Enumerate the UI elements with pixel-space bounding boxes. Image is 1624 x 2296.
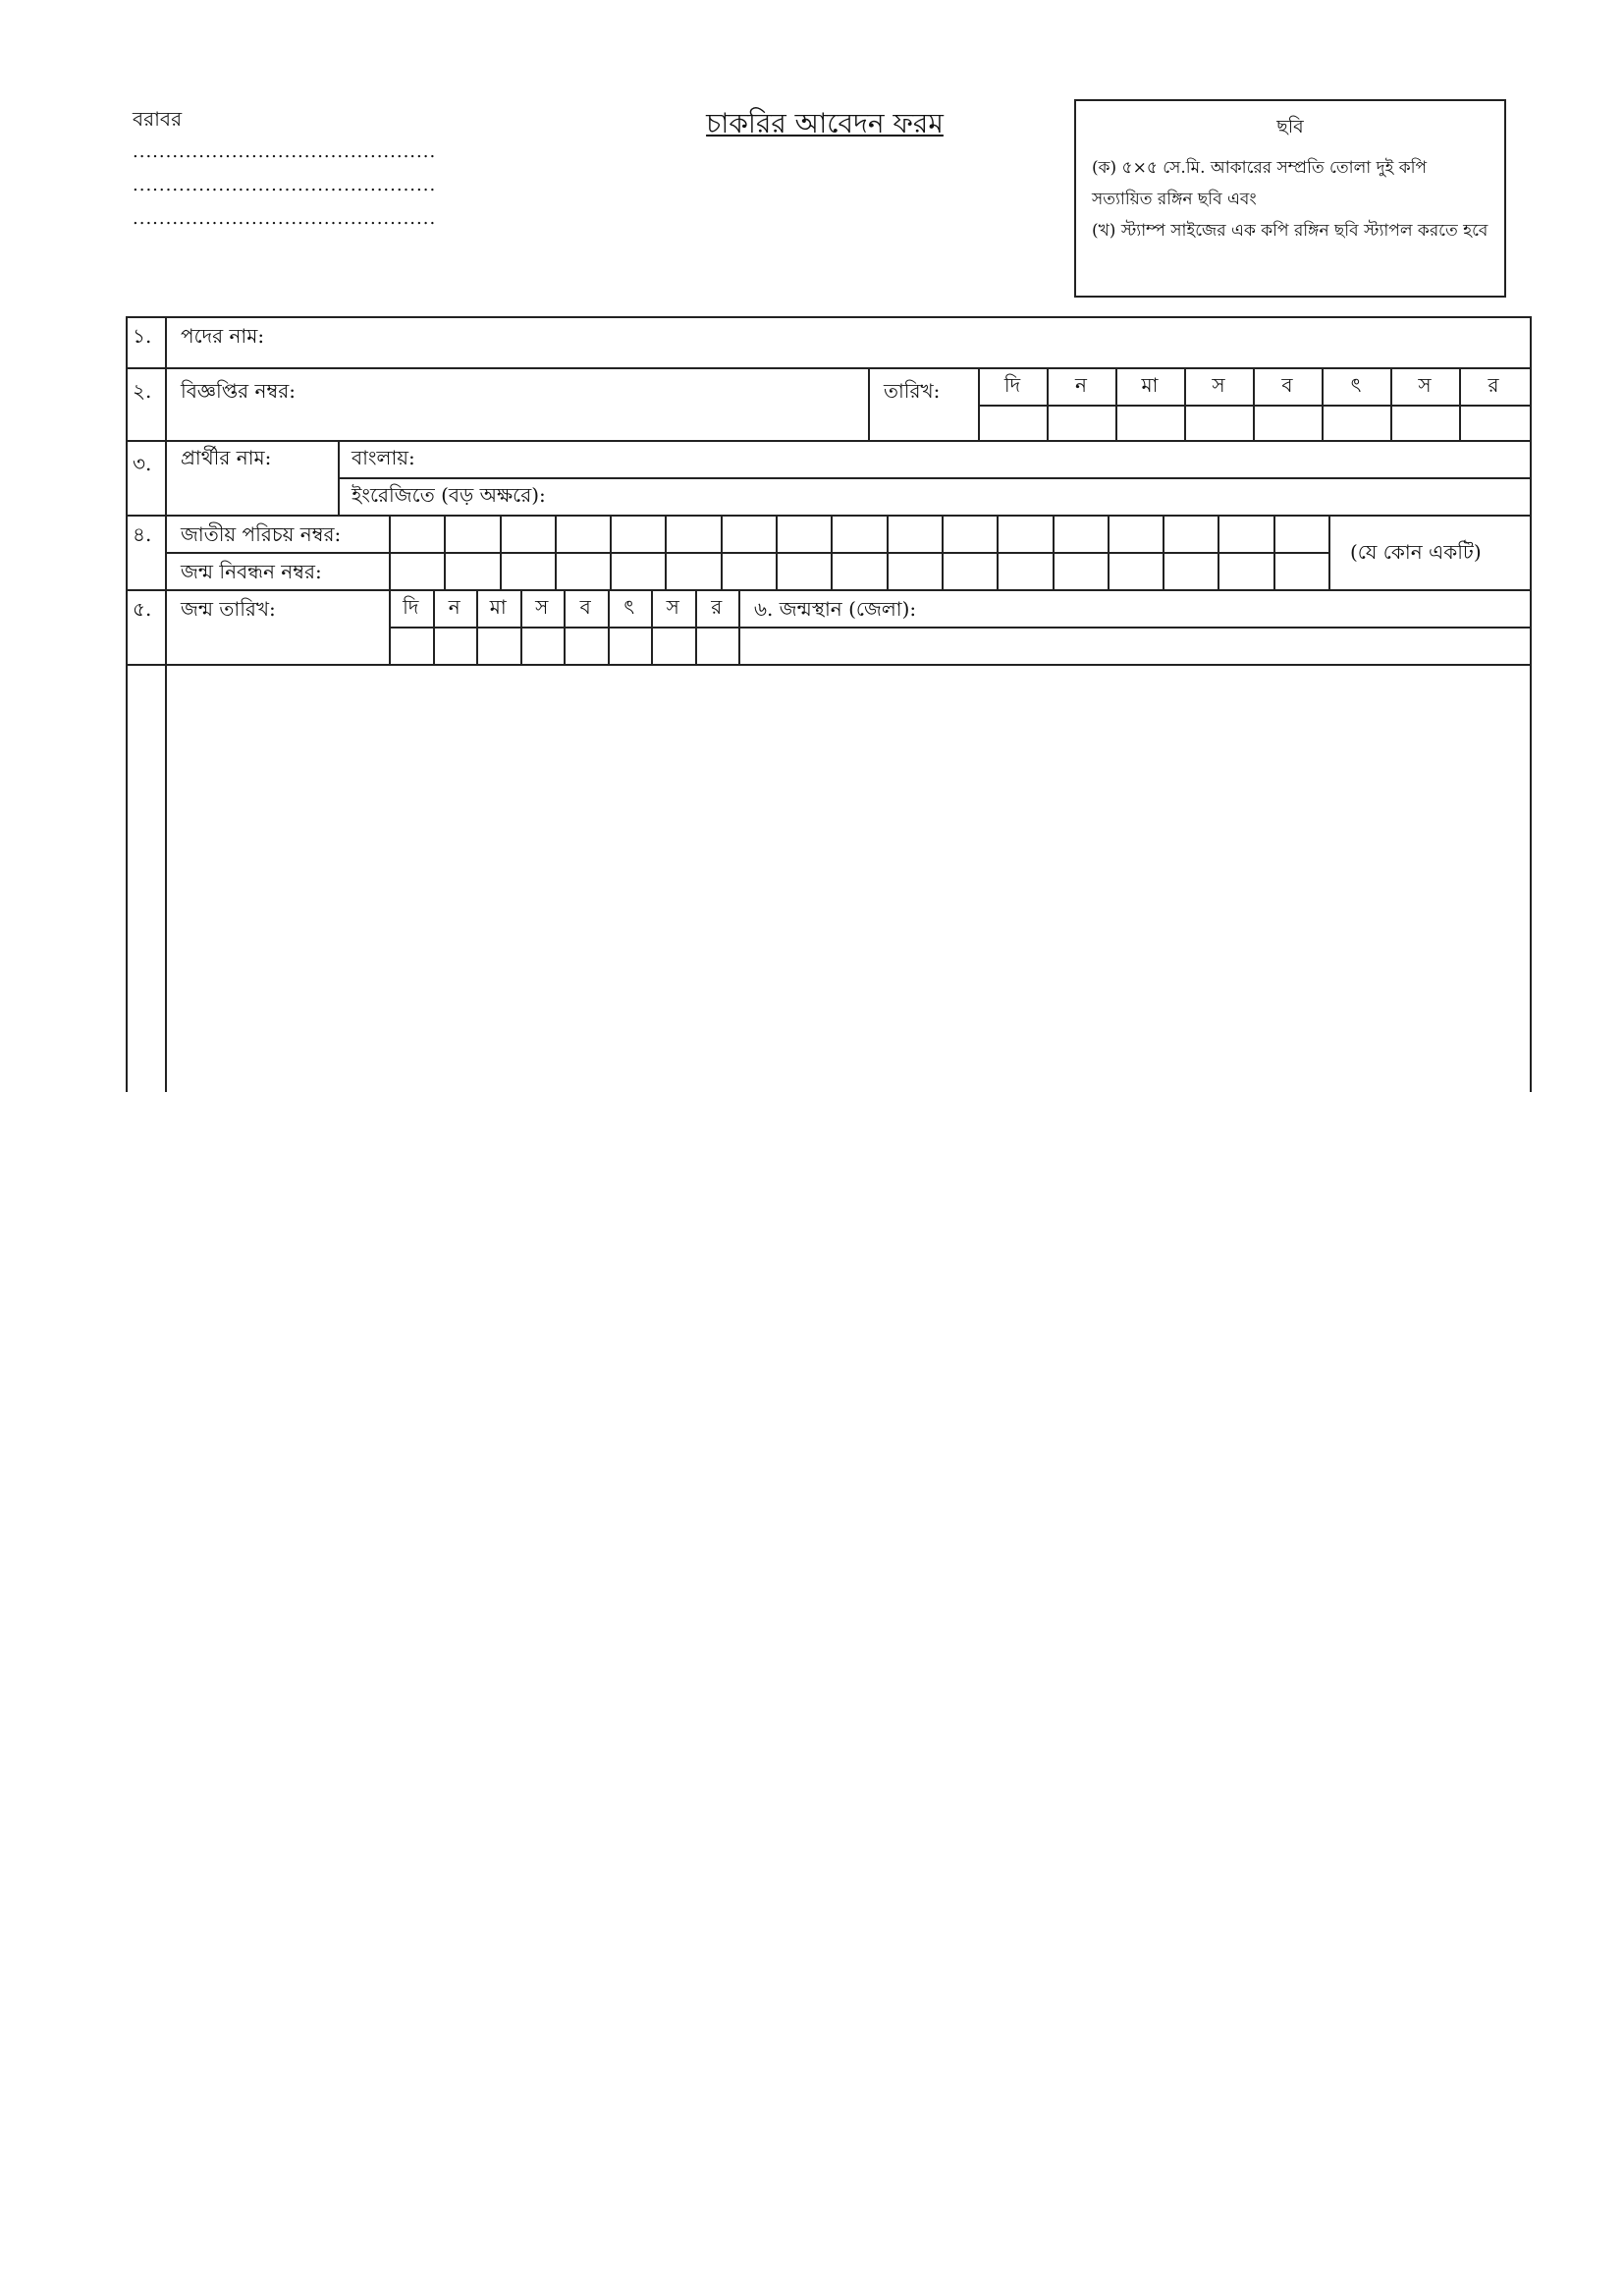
circular-date-cell-divider: [1047, 367, 1049, 442]
row-divider-3: [126, 515, 1532, 517]
birth-date-cell-input[interactable]: [389, 627, 433, 664]
nid-digit-divider: [887, 515, 889, 589]
addressee-line-2[interactable]: ..............................................: [133, 175, 437, 195]
birthplace-label: ৬. জন্মস্থান (জেলা):: [754, 597, 917, 621]
circular-date-cell-label: ব: [1281, 373, 1293, 397]
row-divider-5: [126, 664, 1532, 666]
birth-date-cell-label: স: [666, 595, 679, 619]
birth-date-cell-input[interactable]: [520, 627, 565, 664]
nid-digit-divider: [444, 515, 446, 589]
row-3-number: ৩.: [133, 452, 152, 475]
nid-digit-divider: [500, 515, 502, 589]
row-5-number: ৫.: [133, 597, 152, 621]
birth-date-cell-divider: [564, 589, 566, 664]
row-4-midline: [165, 552, 1328, 554]
birth-date-cell-input[interactable]: [476, 627, 520, 664]
photo-box[interactable]: [1074, 99, 1506, 298]
name-bangla-field[interactable]: [461, 442, 1528, 475]
nid-digit-divider: [1053, 515, 1055, 589]
addressee-line-3[interactable]: ..............................................: [133, 208, 437, 229]
birth-date-cell-divider: [651, 589, 653, 664]
post-name-label: পদের নাম:: [181, 324, 265, 348]
photo-instruction-b: (খ) স্ট্যাম্প সাইজের এক কপি রঙ্গিন ছবি স্ট্যাপল করতে হবে: [1092, 221, 1489, 241]
birth-date-label: জন্ম তারিখ:: [181, 597, 276, 621]
birth-date-cell-input[interactable]: [608, 627, 652, 664]
birth-date-cell-input[interactable]: [433, 627, 477, 664]
circular-date-cell-divider: [1253, 367, 1255, 442]
circular-date-cell-input[interactable]: [978, 405, 1047, 442]
addressee-block: [133, 102, 436, 236]
birth-date-cell-input[interactable]: [564, 627, 608, 664]
circular-date-cell-label: ৎ: [1350, 373, 1362, 397]
circular-date-cell-label: স: [1212, 373, 1225, 397]
circular-date-cell-label: স: [1418, 373, 1432, 397]
grid-number-column-divider: [165, 316, 167, 1092]
nid-digit-divider: [1218, 515, 1219, 589]
row-4-either-divider: [1328, 515, 1330, 589]
birth-date-cell-divider: [695, 589, 697, 664]
name-english-label: ইংরেজিতে (বড় অক্ষরে):: [352, 483, 546, 507]
circular-date-cell-divider: [1390, 367, 1392, 442]
circular-date-cell-label: মা: [1141, 373, 1159, 397]
nid-label: জাতীয় পরিচয় নম্বর:: [181, 522, 342, 546]
birth-date-cell-input[interactable]: [651, 627, 695, 664]
row-4-number: ৪.: [133, 522, 152, 546]
circular-number-label: বিজ্ঞপ্তির নম্বর:: [181, 379, 296, 403]
birth-date-cell-label: স: [535, 595, 549, 619]
addressee-line-1[interactable]: ..............................................: [133, 141, 437, 162]
circular-date-cell-divider: [1184, 367, 1186, 442]
nid-digit-divider: [555, 515, 557, 589]
nid-digit-divider: [389, 515, 391, 589]
applicant-name-label: প্রার্থীর নাম:: [181, 446, 272, 469]
birth-date-cell-divider: [520, 589, 522, 664]
circular-date-cell-input[interactable]: [1047, 405, 1115, 442]
grid-left-border: [126, 316, 128, 1092]
name-english-field[interactable]: [589, 479, 1528, 513]
either-one-note: (যে কোন একটি): [1350, 540, 1482, 564]
birth-date-cell-label: মা: [489, 595, 507, 619]
nid-digit-divider: [665, 515, 667, 589]
birth-date-cell-label: র: [711, 595, 723, 619]
nid-digit-divider: [610, 515, 612, 589]
nid-digit-divider: [1273, 515, 1275, 589]
row-5-birthplace-midline: [738, 627, 1530, 629]
birth-date-cell-label: ব: [579, 595, 591, 619]
circular-date-cell-input[interactable]: [1184, 405, 1253, 442]
nid-digit-divider: [1163, 515, 1164, 589]
circular-date-cell-label: ন: [1075, 373, 1087, 397]
row-2-date-divider: [868, 367, 870, 442]
nid-digit-divider: [721, 515, 723, 589]
circular-date-cell-divider: [1115, 367, 1117, 442]
circular-date-cell-input[interactable]: [1253, 405, 1322, 442]
circular-date-label: তারিখ:: [884, 379, 941, 403]
row-2-number: ২.: [133, 379, 152, 403]
name-bangla-label: বাংলায়:: [352, 446, 415, 469]
birth-date-cell-label: ৎ: [623, 595, 635, 619]
birth-date-cell-divider: [433, 589, 435, 664]
nid-digit-divider: [1108, 515, 1110, 589]
addressee-label: বরাবর: [133, 107, 183, 131]
post-name-field[interactable]: [334, 318, 1528, 367]
birth-date-cell-divider: [608, 589, 610, 664]
birth-date-cell-input[interactable]: [695, 627, 739, 664]
circular-date-cell-input[interactable]: [1390, 405, 1459, 442]
grid-right-border: [1530, 316, 1532, 1092]
circular-date-cell-label: দি: [1003, 373, 1021, 397]
circular-date-cell-divider: [1459, 367, 1461, 442]
photo-heading: ছবি: [1276, 116, 1304, 137]
circular-date-cell-input[interactable]: [1322, 405, 1390, 442]
nid-digit-divider: [997, 515, 999, 589]
birth-date-cell-divider: [476, 589, 478, 664]
circular-date-cell-input[interactable]: [1459, 405, 1528, 442]
circular-date-cell-input[interactable]: [1115, 405, 1184, 442]
birth-date-cell-label: দি: [403, 595, 419, 619]
birth-date-cell-label: ন: [448, 595, 460, 619]
nid-digit-divider: [831, 515, 833, 589]
photo-instruction-a: (ক) ৫×৫ সে.মি. আকারের সম্প্রতি তোলা দুই কপি সত্যায়িত রঙ্গিন ছবি এবং: [1092, 158, 1428, 209]
row-1-number: ১.: [133, 324, 152, 348]
nid-digit-divider: [776, 515, 778, 589]
circular-number-field[interactable]: [393, 369, 864, 440]
birth-reg-label: জন্ম নিবন্ধন নম্বর:: [181, 560, 322, 583]
circular-date-cell-divider: [1322, 367, 1324, 442]
circular-date-cell-label: র: [1488, 373, 1499, 397]
form-title: চাকরির আবেদন ফরম: [706, 107, 944, 139]
nid-digit-divider: [942, 515, 944, 589]
